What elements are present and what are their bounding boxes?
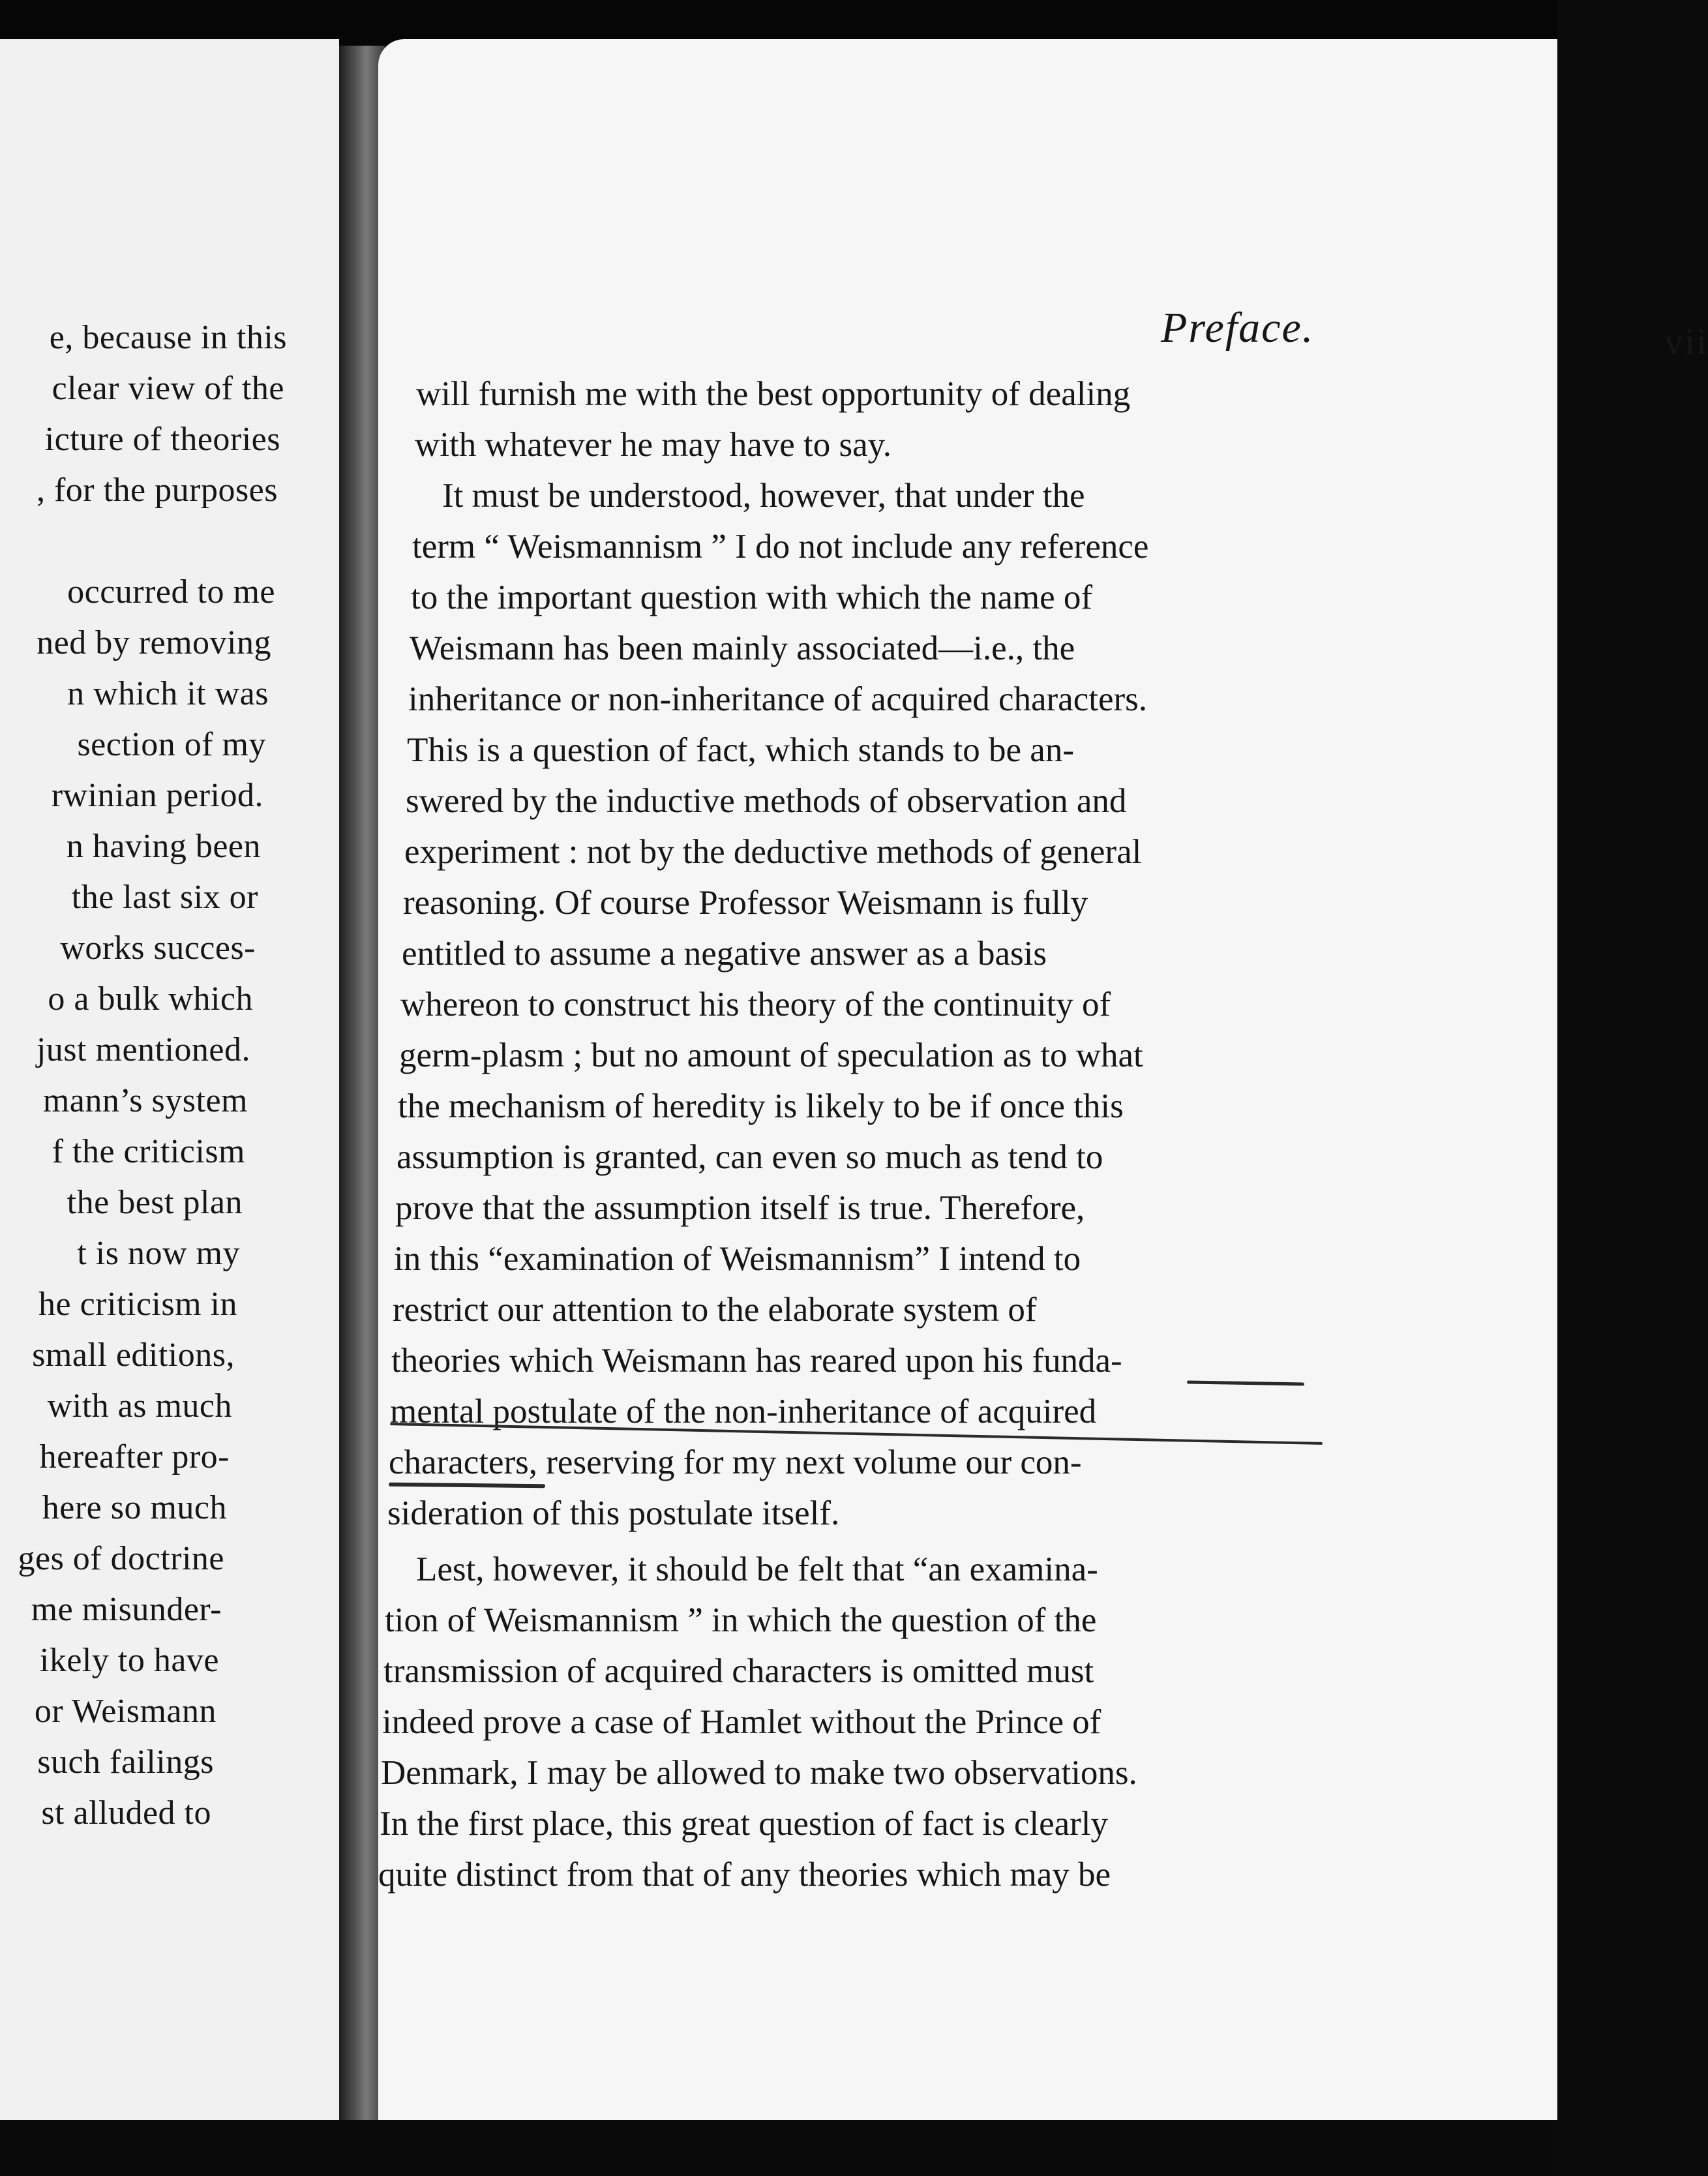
left-page-line: the best plan [67, 1184, 243, 1221]
left-page-line: rwinian period. [51, 777, 263, 814]
left-page-line: or Weismann [34, 1693, 217, 1730]
left-page-line: with as much [47, 1387, 232, 1425]
left-page-line: ned by removing [37, 624, 271, 661]
body-line: In the first place, this great question of fact is clearly [380, 1805, 1109, 1843]
left-page-line: e, because in this [49, 319, 287, 356]
left-page-line: just mentioned. [36, 1031, 250, 1068]
left-page-line: , for the purposes [36, 472, 278, 509]
body-line: sideration of this postulate itself. [387, 1494, 840, 1532]
scan-border-bottom [0, 2120, 1557, 2176]
body-line: Denmark, I may be allowed to make two observations. [381, 1754, 1137, 1792]
left-page-line: here so much [42, 1489, 227, 1526]
body-line: mental postulate of the non-inheritance of acquired [390, 1393, 1097, 1430]
body-line: transmission of acquired characters is omitted must [383, 1652, 1094, 1690]
pen-underline-mark [389, 1483, 545, 1488]
left-page [0, 39, 339, 2120]
page-number: vii [1664, 320, 1708, 363]
body-line: the mechanism of heredity is likely to be if once this [398, 1087, 1124, 1125]
left-page-line: o a bulk which [48, 980, 253, 1018]
body-line: whereon to construct his theory of the continuity of [400, 986, 1111, 1023]
body-line: germ-plasm ; but no amount of speculation as to what [399, 1036, 1143, 1074]
body-line: characters, reserving for my next volume our con- [389, 1443, 1082, 1481]
left-page-line: st alluded to [41, 1794, 211, 1832]
body-line: to the important question with which the name of [411, 579, 1093, 616]
left-page-line: me misunder- [31, 1591, 222, 1628]
body-line: in this “examination of Weismannism” I intend to [394, 1240, 1081, 1278]
left-page-line: n which it was [67, 675, 269, 712]
body-line: theories which Weismann has reared upon his funda- [391, 1342, 1122, 1380]
left-page-line: mann’s system [42, 1082, 248, 1119]
left-page-line: ikely to have [39, 1642, 219, 1679]
body-line: experiment : not by the deductive methods of general [404, 833, 1142, 871]
body-line: quite distinct from that of any theories which may be [378, 1856, 1111, 1894]
left-page-line: occurred to me [67, 573, 275, 611]
left-page-line: f the criticism [52, 1133, 245, 1170]
body-line: inheritance or non-inheritance of acquired characters. [408, 680, 1148, 718]
body-line: Lest, however, it should be felt that “an examina- [416, 1550, 1098, 1588]
body-line: indeed prove a case of Hamlet without the Prince of [382, 1703, 1101, 1741]
body-line: tion of Weismannism ” in which the question of the [385, 1601, 1097, 1639]
right-page [378, 39, 1708, 2126]
left-page-line: clear view of the [52, 370, 284, 407]
body-line: It must be understood, however, that under the [442, 477, 1085, 515]
body-line: Weismann has been mainly associated—i.e., the [410, 629, 1075, 667]
left-page-line: icture of theories [44, 421, 280, 458]
body-line: with whatever he may have to say. [415, 426, 891, 464]
body-line: This is a question of fact, which stands to be an- [407, 731, 1074, 769]
left-page-line: section of my [77, 726, 266, 763]
body-line: entitled to assume a negative answer as a basis [402, 935, 1047, 973]
pen-underline-mark [1187, 1380, 1304, 1385]
left-page-line: small editions, [32, 1337, 235, 1374]
body-line: restrict our attention to the elaborate system of [393, 1291, 1037, 1329]
left-page-line: he criticism in [38, 1286, 237, 1323]
running-head: Preface. [1161, 304, 1315, 352]
left-page-line: t is now my [77, 1235, 240, 1272]
body-line: reasoning. Of course Professor Weismann is fully [403, 884, 1088, 922]
body-line: will furnish me with the best opportunity of dealing [416, 375, 1131, 413]
body-line: swered by the inductive methods of observation and [406, 782, 1127, 820]
left-page-line: the last six or [71, 879, 258, 916]
left-page-line: works succes- [60, 929, 256, 967]
left-page-line: n having been [66, 828, 261, 865]
body-line: assumption is granted, can even so much as tend to [397, 1138, 1103, 1176]
left-page-line: hereafter pro- [39, 1438, 230, 1475]
left-page-line: such failings [37, 1744, 214, 1781]
body-line: term “ Weismannism ” I do not include any reference [412, 528, 1149, 566]
body-line: prove that the assumption itself is true. Therefore, [395, 1189, 1085, 1227]
left-page-line: ges of doctrine [18, 1540, 224, 1577]
